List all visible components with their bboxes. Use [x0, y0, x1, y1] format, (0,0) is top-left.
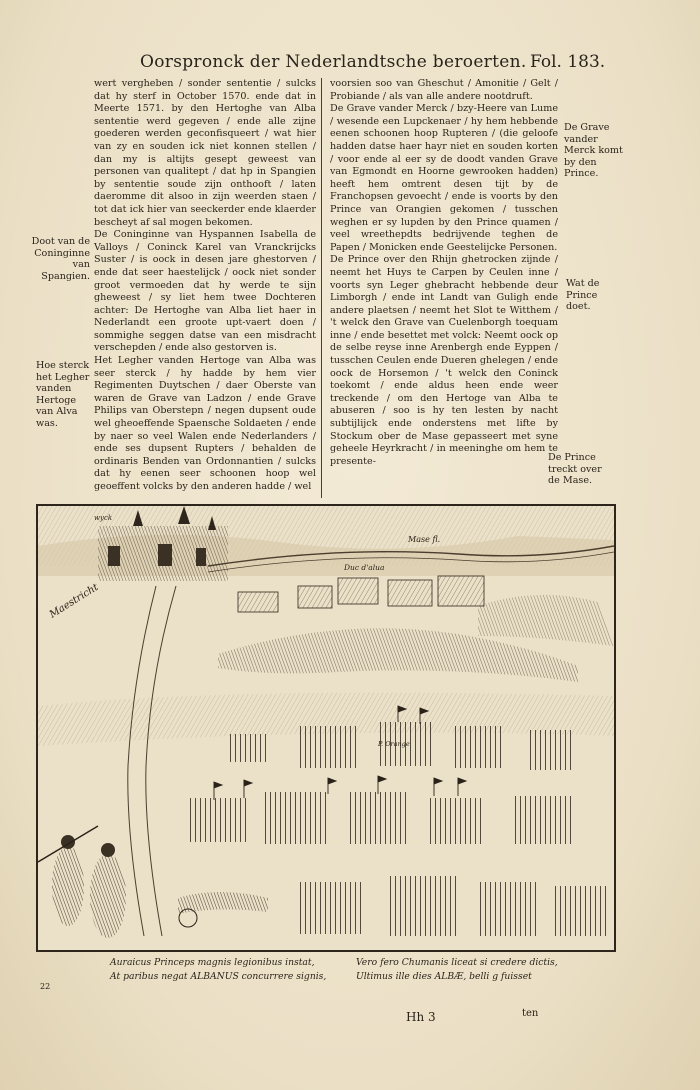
margin-note-queen: Doot van de Coninginne van Spangien.: [31, 236, 90, 282]
catchword: ten: [522, 1008, 539, 1019]
margin-note-army: Hoe sterck het Legher vanden Hertoge van Alva was.: [36, 360, 90, 429]
folio-number: Fol. 183.: [530, 52, 606, 72]
paragraph: voorsien soo van Gheschut / Amonitie / Gelt / Probiande / als van alle andere nootdruft.: [330, 78, 558, 102]
battle-engraving: [36, 504, 616, 952]
margin-note-count: De Grave vander Merck komt by den Prince.: [564, 122, 623, 179]
running-title: Oorspronck der Nederlandtsche beroerten.: [140, 52, 527, 72]
caption-line-2-right: Ultimus ille dies ALBÆ, belli g fuisset: [356, 971, 532, 982]
label-river: Mase fl.: [408, 535, 441, 544]
column-rule: [321, 78, 322, 498]
margin-note-crossing: De Prince treckt over de Mase.: [548, 452, 602, 486]
paragraph: De Coninginne van Hyspannen Isabella de Valloys / Coninck Karel van Vranckrijcks Suster / is oock in desen jare ghestorven / ende dat seer haestelijck / oock niet sonder groot vermoeden dat hy werde te sijn gheweest / sy liet hem twee Dochteren achter: De Hertoghe van Alba liet haer in Nederlandt een groote upt-vaert doen / sommighe seggen datse van een misdracht verschepden / ende also gestorven is.: [94, 229, 316, 354]
text-column-right: [330, 78, 558, 468]
margin-note-prince: Wat de Prince doet.: [566, 278, 600, 312]
paragraph: De Grave vander Merck / bzy-Heere van Lume / wesende een Lupckenaer / hy hem hebbende eenen schoonen hoop Rupteren / (die geloofe hadden datse haer hayr niet en souden korten / voor ende al eer sy de doodt vanden Grave van Egmondt en Hoorne gewrooken hadden) heeft hem omtrent desen tijt by de Franchopsen gevoecht / ende is voorts by den Prince van Orangien gekomen / tusschen weghen er sy lupden by den Prince quamen / veel wreethepdts bedrijvende teghen de Papen / Monicken ende Geestelijcke Personen.: [330, 103, 558, 253]
label-town: Maestricht: [47, 581, 101, 621]
paragraph: De Prince over den Rhijn ghetrocken zijnde / neemt het Huys te Carpen by Ceulen inne / voorts syn Leger ghebracht hebbende deur Limborgh / ende int Landt van Guligh ende andere plaetsen / neemt het Slot te Witthem / 't welck den Grave van Cuelenborgh toequam inne / ende besettet met volck: Neemt oock op de selbe reyse inne Arenbergh ende Eyppen / tusschen Ceulen ende Dueren ghelegen / ende oock de Horsemon / 't welck den Coninck toekomt / ende aldus heen ende weer treckende / om den Hertoge van Alba te abuseren / soo is hy ten lesten by nacht subtijlijck ende onderstens met lifte by Stockum ober de Mase gepasseert met syne geheele Heyrkracht / in meeninghe om hem te presente-: [330, 254, 558, 467]
signature-mark: Hh 3: [406, 1010, 436, 1024]
label-prince: P. Orange: [378, 740, 410, 748]
label-wyck: wyck: [94, 514, 113, 522]
paragraph: wert vergheben / sonder sententie / sulcks dat hy sterf in October 1570. ende dat in Meerte 1571. by den Hertoghe van Alba sententie werd gegeven / ende alle zijne goederen werden geconfisqueert / wat hier van zy en souden ick niet konnen stellen / dan my is altijts gesept geweest van personen van qualitept / dat hp in Spangien by sententie soude zijn onthooft / laten daeromme dit alsoo in zijn weerden staen / tot dat ick hier van seeckerder ende klaerder bescheyt af sal mogen bekomen.: [94, 78, 316, 228]
caption-line-1-right: Vero fero Chumanis liceat si credere dictis,: [356, 957, 558, 968]
text-column-left: [94, 78, 316, 494]
caption-line-1-left: Auraicus Princeps magnis legionibus instat,: [110, 957, 315, 968]
caption-line-2-left: At paribus negat ALBANUS concurrere signis,: [110, 971, 327, 982]
engraving-drawing: [38, 506, 614, 950]
label-camp: Duc d'alua: [344, 563, 385, 572]
paragraph: Het Legher vanden Hertoge van Alba was seer sterck / hy hadde by hem vier Regimenten Duytschen / daer Oberste van waren de Grave van Ladzon / ende Grave Philips van Oberstepn / negen dupsent oude wel gheoeffende Spaensche Soldaeten / ende by naer so veel Walen ende Nederlanders / ende ses dupsent Rupters / behalden de ordinaris Benden van Ordonnantien / sulcks dat hy eenen seer schoonen hoop wel geoeffent volcks by den anderen hadde / wel: [94, 355, 316, 492]
plate-number: 22: [40, 982, 51, 991]
